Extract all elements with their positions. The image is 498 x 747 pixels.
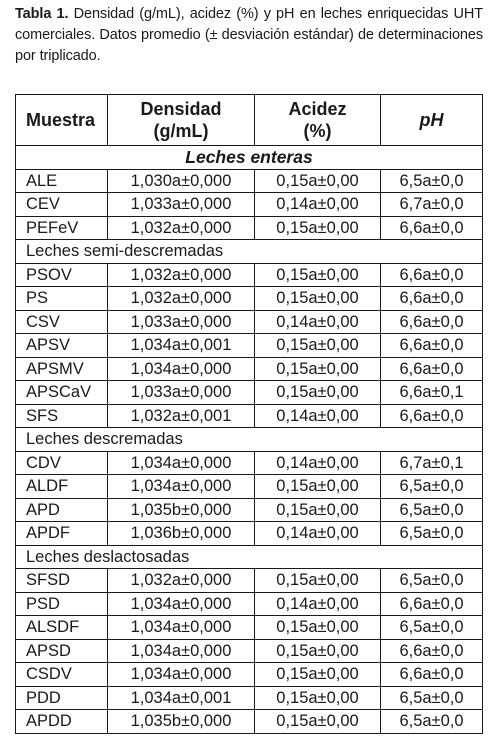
cell-muestra: ALDF [16,475,108,499]
table-row [16,663,483,687]
cell-ph: 6,5a±0,0 [381,475,483,499]
cell-acidez: 0,15a±0,00 [255,639,381,663]
caption-label: Tabla 1. [15,6,69,22]
header-acidez-line2: (%) [303,121,332,141]
table-header [16,95,483,146]
cell-acidez: 0,15a±0,00 [255,357,381,381]
table-row [16,592,483,616]
cell-densidad: 1,034a±0,001 [108,686,255,710]
cell-muestra: CEV [16,193,108,217]
group-title: Leches semi-descremadas [16,240,483,264]
cell-acidez: 0,15a±0,00 [255,263,381,287]
cell-ph: 6,6a±0,0 [381,287,483,311]
cell-acidez: 0,15a±0,00 [255,334,381,358]
table-row [16,475,483,499]
cell-ph: 6,6a±0,0 [381,310,483,334]
cell-muestra: APSMV [16,357,108,381]
table-row [16,522,483,546]
cell-acidez: 0,14a±0,00 [255,592,381,616]
header-densidad-line1: Densidad [140,99,222,119]
cell-ph: 6,7a±0,1 [381,451,483,475]
header-muestra [16,95,108,146]
cell-acidez: 0,15a±0,00 [255,710,381,734]
data-table [15,94,483,734]
cell-densidad: 1,032a±0,000 [108,569,255,593]
cell-densidad: 1,032a±0,000 [108,216,255,240]
cell-ph: 6,5a±0,0 [381,498,483,522]
cell-ph: 6,5a±0,0 [381,522,483,546]
header-acidez [255,95,381,146]
table-row [16,404,483,428]
cell-densidad: 1,034a±0,000 [108,357,255,381]
header-densidad-line2: (g/mL) [153,121,209,141]
cell-muestra: SFSD [16,569,108,593]
table-caption [15,4,483,67]
cell-densidad: 1,034a±0,000 [108,616,255,640]
cell-acidez: 0,15a±0,00 [255,686,381,710]
table-row [16,710,483,734]
table-row [16,639,483,663]
cell-ph: 6,5a±0,0 [381,169,483,193]
cell-acidez: 0,15a±0,00 [255,663,381,687]
cell-acidez: 0,15a±0,00 [255,169,381,193]
group-row [16,146,483,170]
header-ph [381,95,483,146]
table-row [16,569,483,593]
cell-ph: 6,6a±0,0 [381,357,483,381]
table-row [16,216,483,240]
cell-acidez: 0,15a±0,00 [255,287,381,311]
cell-acidez: 0,15a±0,00 [255,616,381,640]
cell-densidad: 1,034a±0,000 [108,663,255,687]
group-row [16,545,483,569]
cell-ph: 6,6a±0,0 [381,334,483,358]
cell-densidad: 1,036b±0,000 [108,522,255,546]
cell-muestra: ALE [16,169,108,193]
cell-muestra: APSV [16,334,108,358]
table-row [16,357,483,381]
cell-densidad: 1,034a±0,000 [108,451,255,475]
header-acidez-line1: Acidez [288,99,347,119]
header-ph-label: pH [419,110,444,130]
cell-ph: 6,6a±0,0 [381,663,483,687]
cell-muestra: PEFeV [16,216,108,240]
table-row [16,334,483,358]
group-title: Leches descremadas [16,428,483,452]
group-title: Leches enteras [16,146,483,170]
cell-muestra: ALSDF [16,616,108,640]
cell-muestra: PS [16,287,108,311]
cell-acidez: 0,14a±0,00 [255,404,381,428]
cell-acidez: 0,14a±0,00 [255,193,381,217]
group-title: Leches deslactosadas [16,545,483,569]
cell-densidad: 1,033a±0,000 [108,381,255,405]
cell-densidad: 1,034a±0,000 [108,592,255,616]
cell-densidad: 1,035b±0,000 [108,710,255,734]
cell-muestra: PSOV [16,263,108,287]
cell-densidad: 1,034a±0,000 [108,475,255,499]
cell-ph: 6,6a±0,0 [381,263,483,287]
group-row [16,240,483,264]
cell-densidad: 1,032a±0,000 [108,287,255,311]
cell-ph: 6,5a±0,0 [381,616,483,640]
table-row [16,616,483,640]
table-row [16,169,483,193]
cell-acidez: 0,15a±0,00 [255,569,381,593]
cell-acidez: 0,15a±0,00 [255,381,381,405]
cell-muestra: CSDV [16,663,108,687]
header-row [16,95,483,146]
cell-densidad: 1,034a±0,000 [108,639,255,663]
cell-acidez: 0,14a±0,00 [255,451,381,475]
cell-muestra: APD [16,498,108,522]
cell-muestra: APSD [16,639,108,663]
cell-densidad: 1,033a±0,000 [108,193,255,217]
cell-muestra: APSCaV [16,381,108,405]
cell-acidez: 0,15a±0,00 [255,475,381,499]
cell-muestra: APDF [16,522,108,546]
table-row [16,451,483,475]
cell-muestra: CSV [16,310,108,334]
cell-muestra: APDD [16,710,108,734]
header-densidad [108,95,255,146]
table-row [16,263,483,287]
group-row [16,428,483,452]
cell-ph: 6,6a±0,0 [381,592,483,616]
cell-ph: 6,6a±0,1 [381,381,483,405]
header-muestra-label: Muestra [26,110,96,130]
cell-ph: 6,5a±0,0 [381,710,483,734]
cell-acidez: 0,14a±0,00 [255,522,381,546]
cell-densidad: 1,035b±0,000 [108,498,255,522]
cell-acidez: 0,14a±0,00 [255,310,381,334]
table-row [16,498,483,522]
cell-muestra: PSD [16,592,108,616]
cell-densidad: 1,032a±0,001 [108,404,255,428]
caption-text: Densidad (g/mL), acidez (%) y pH en leches enriquecidas UHT comerciales. Datos promedio (± desviación estándar) de determinaciones por triplicado. [15,6,483,64]
cell-ph: 6,6a±0,0 [381,404,483,428]
cell-muestra: SFS [16,404,108,428]
table-row [16,381,483,405]
cell-acidez: 0,15a±0,00 [255,216,381,240]
cell-muestra: PDD [16,686,108,710]
cell-densidad: 1,033a±0,000 [108,310,255,334]
cell-ph: 6,6a±0,0 [381,639,483,663]
cell-ph: 6,6a±0,0 [381,216,483,240]
cell-ph: 6,7a±0,0 [381,193,483,217]
cell-densidad: 1,032a±0,000 [108,263,255,287]
cell-ph: 6,5a±0,0 [381,686,483,710]
table-body [16,146,483,734]
table-row [16,193,483,217]
cell-densidad: 1,034a±0,001 [108,334,255,358]
table-row [16,287,483,311]
cell-muestra: CDV [16,451,108,475]
cell-acidez: 0,15a±0,00 [255,498,381,522]
table-row [16,310,483,334]
cell-densidad: 1,030a±0,000 [108,169,255,193]
cell-ph: 6,5a±0,0 [381,569,483,593]
table-row [16,686,483,710]
